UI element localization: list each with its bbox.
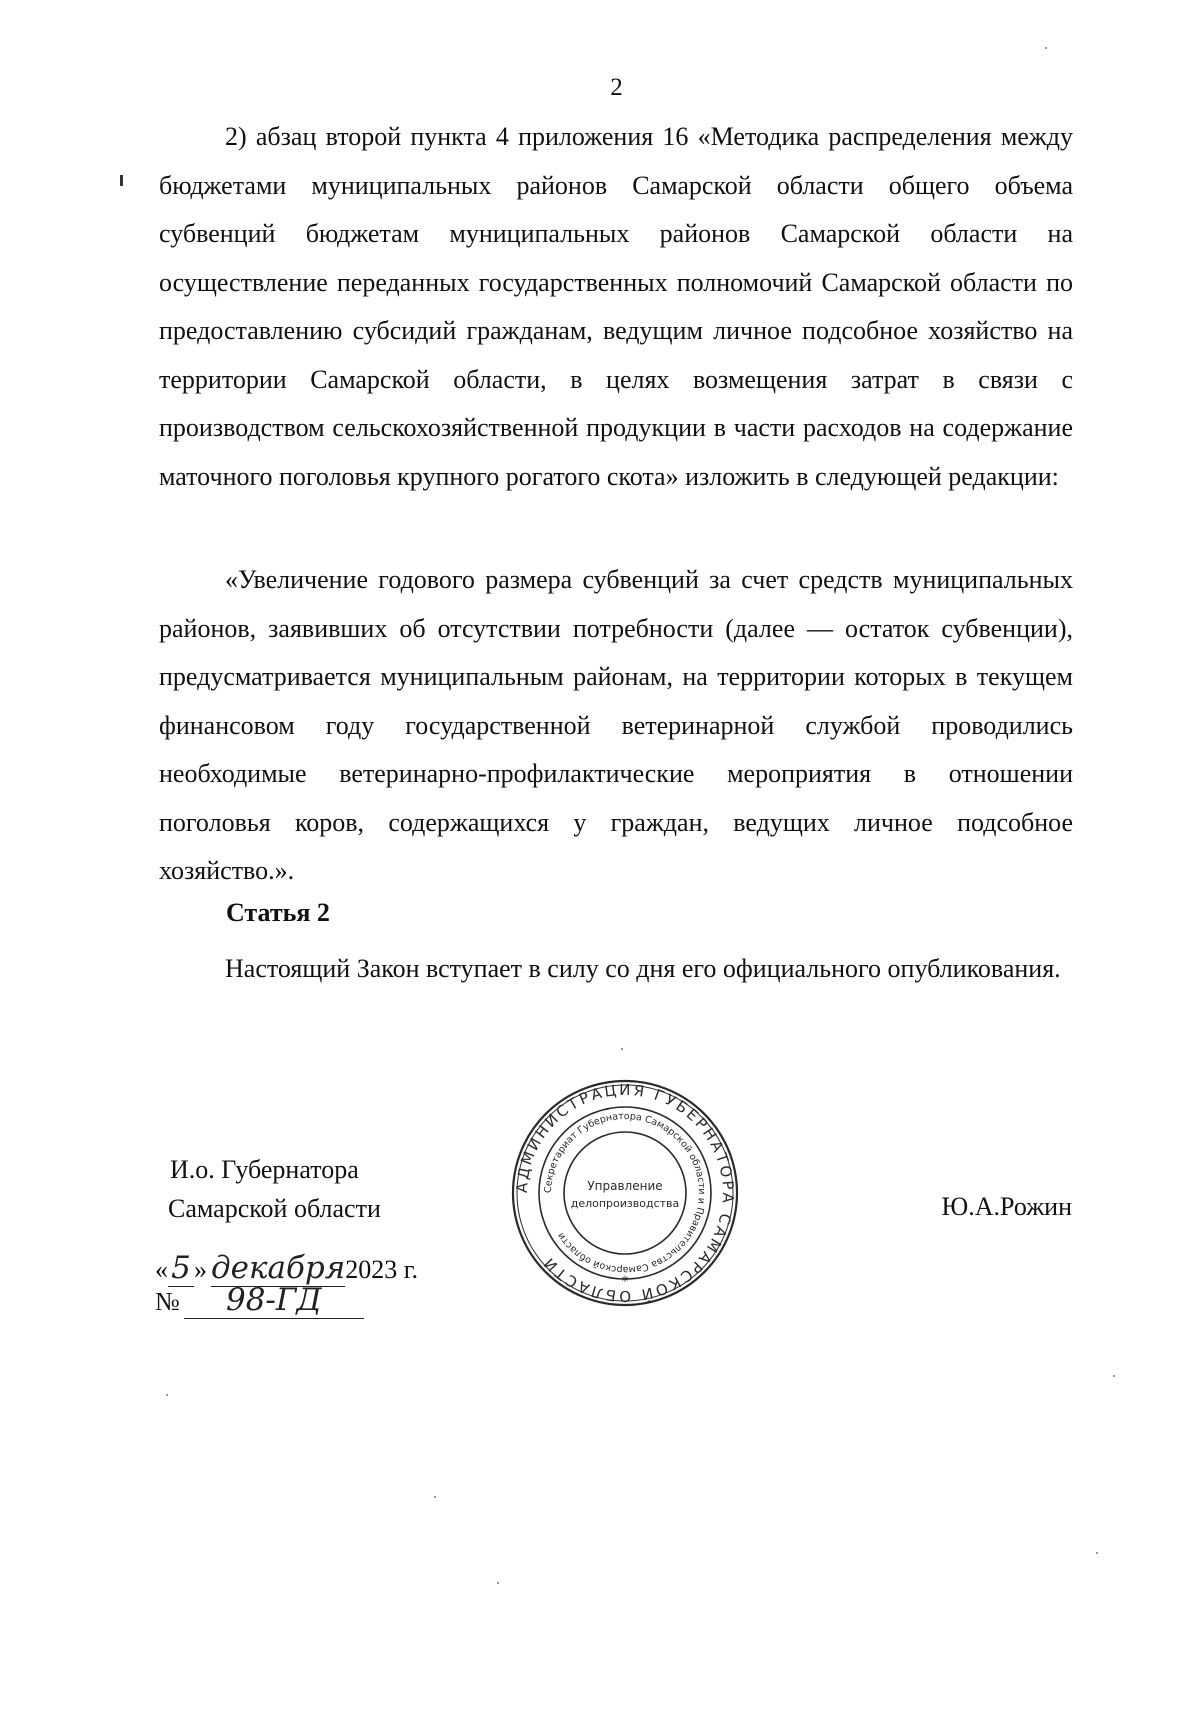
paragraph-text: 2) абзац второй пункта 4 приложения 16 «Методика распределения между бюджетами муниципальных районов Самарской области общего объема субвенций бюджетам муниципальных районов Самарской области на осуществление переданных государственных полномочий Самарской области по предоставлению субсидий гражданам, ведущим личное подсобное хозяйство на территории Самарской области, в целях возмещения затрат в связи с производством сельскохозяйственной продукции в части расходов на содержание маточного поголовья крупного рогатого скота» изложить в следующей редакции: [159,122,1073,491]
date-month-handwritten: декабря [211,1250,346,1286]
seal-star-icon: * [621,1274,629,1290]
document-number [155,1282,364,1319]
date-open-quote: « [155,1255,168,1284]
position-line: Самарской области [168,1194,381,1223]
paragraph-text: Настоящий Закон вступает в силу со дня его официального опубликования. [225,954,1061,983]
date-day-handwritten: 5 [168,1250,194,1287]
seal-center-line2: делопроизводства [570,1197,680,1210]
scan-speck [1113,1375,1115,1377]
number-label: № [155,1287,180,1316]
date-close-quote: » [194,1255,207,1284]
scan-mark [120,175,123,186]
position-line: И.о. Губернатора [170,1155,359,1184]
official-seal-stamp [510,1078,740,1308]
scan-speck [497,1582,499,1584]
article-heading: Статья 2 [226,898,330,927]
seal-inner-ring [564,1132,686,1254]
scan-speck [1045,47,1047,49]
paragraph-text: «Увеличение годового размера субвенций за счет средств муниципальных районов, заявивших об отсутствии потребности (далее — остаток субвенции), предусматривается муниципальным районам, на территории которых в текущем финансовом году государственной ветеринарной службой проводились необходимые ветеринарно-профилактические мероприятия в отношении поголовья коров, содержащихся у граждан, ведущих личное подсобное хозяйство.». [159,565,1073,885]
scan-speck [1096,1552,1098,1554]
amendment-paragraph [159,113,1073,501]
new-wording-paragraph [159,556,1073,896]
scan-speck [166,1394,168,1396]
scan-speck [621,1048,623,1050]
entry-into-force-paragraph [159,945,1073,994]
date-year: 2023 г. [345,1255,419,1284]
number-handwritten: 98-ГД [184,1282,364,1319]
seal-inner-text: Секретариат Губернатора Самарской области и Правительства Самарской области [542,1110,708,1276]
signatory-name: Ю.А.Рожин [941,1192,1072,1221]
seal-outer-text: АДМИНИСТРАЦИЯ ГУБЕРНАТОРА САМАРСКОЙ ОБЛАСТИ [512,1080,738,1306]
signatory-position [156,1150,381,1228]
page-number: 2 [610,74,623,101]
seal-center-line1: Управление [587,1179,663,1193]
scan-speck [434,1496,436,1498]
